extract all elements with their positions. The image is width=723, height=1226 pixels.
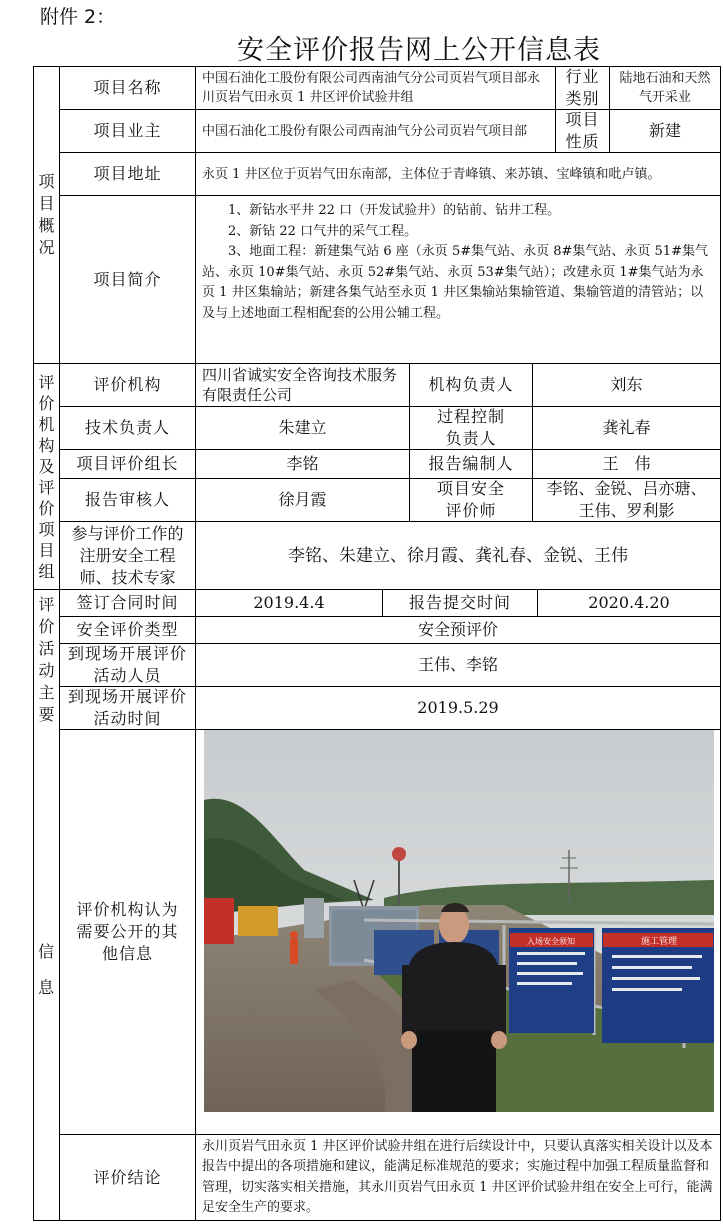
tech-lead-value: 朱建立 [195,406,410,450]
industry-label: 行业类别 [555,66,610,110]
project-address-label: 项目地址 [59,152,196,196]
team-leader-label: 项目评价组长 [59,449,196,479]
intro-paragraph: 1、新钻水平井 22 口（开发试验井）的钻前、钻井工程。 [228,203,561,218]
org-label: 评价机构 [59,363,196,407]
project-intro-label: 项目简介 [59,195,196,364]
photo-sign-1: 入场安全须知 [527,937,575,946]
other-info-label: 评价机构认为需要公开的其他信息 [59,729,196,1135]
process-control-label: 过程控制负责人 [409,406,533,450]
nature-label: 项目性质 [555,109,610,153]
section-project-overview: 项目概况 [33,66,60,364]
intro-paragraph: 3、地面工程：新建集气站 6 座（永页 5#集气站、永页 8#集气站、永页 51#集气站、永页 10#集气站、永页 52#集气站、永页 53#集气站）；改建永页 1#集气站为永页 1 井区集输站；新建各集气站至永页 1 井区集输站集输管道、集输管道的清管站；以及与上述地面工程相配套的公用公辅工程。 [202,244,708,321]
org-head-label: 机构负责人 [409,363,533,407]
report-reviewer-value: 徐月霞 [195,478,410,522]
section-activity: 评价活动主要 [33,589,60,730]
attachment-label: 附件 2： [40,6,116,28]
team-leader-value: 李铭 [195,449,410,479]
process-control-value: 龚礼春 [532,406,721,450]
report-reviewer-label: 报告审核人 [59,478,196,522]
section-info-char-1: 信 [37,942,55,961]
conclusion-value: 永川页岩气田永页 1 井区评价试验井组在进行后续设计中，只要认真落实相关设计以及本报告中提出的各项措施和建议，能满足标准规范的要求；实施过程中加强工程质量监督和管理，切实落实相关措施，其永川页岩气田永页 1 井区评价试验井组在安全上可行，能满足安全生产的要求。 [195,1134,721,1221]
section-org-team: 评价机构及评价项目组 [33,363,60,590]
tech-lead-label: 技术负责人 [59,406,196,450]
project-name-value: 中国石油化工股份有限公司西南油气分公司页岩气项目部永川页岩气田永页 1 井区评价试验井组 [195,66,556,110]
engineers-value: 李铭、朱建立、徐月霞、龚礼春、金锐、王伟 [195,521,721,590]
report-writer-label: 报告编制人 [409,449,533,479]
section-info [33,729,60,1221]
project-owner-value: 中国石油化工股份有限公司西南油气分公司页岩气项目部 [195,109,556,153]
conclusion-label: 评价结论 [59,1134,196,1221]
eval-type-value: 安全预评价 [195,616,721,644]
report-writer-value: 王 伟 [532,449,721,479]
contract-date-value: 2019.4.4 [195,589,383,617]
intro-paragraph: 2、新钻 22 口气井的采气工程。 [228,223,418,239]
photo-sign-2: 施工管理 [640,937,678,947]
industry-value: 陆地石油和天然气开采业 [609,66,721,110]
site-time-value: 2019.5.29 [195,686,721,730]
safety-assessor-value: 李铭、金锐、吕亦瑭、王伟、罗利影 [532,478,721,522]
site-personnel-value: 王伟、李铭 [195,643,721,687]
org-value: 四川省诚实安全咨询技术服务有限责任公司 [195,363,410,407]
site-personnel-label: 到现场开展评价活动人员 [59,643,196,687]
page-title: 安全评价报告网上公开信息表 [237,35,601,66]
site-photo [204,730,714,1112]
project-intro-value [195,195,721,364]
org-head-value: 刘东 [532,363,721,407]
nature-value: 新建 [609,109,721,153]
project-owner-label: 项目业主 [59,109,196,153]
engineers-label: 参与评价工作的注册安全工程师、技术专家 [59,521,196,590]
section-info-char-2: 息 [37,978,55,997]
site-photo-image [204,730,714,1112]
submit-date-value: 2020.4.20 [537,589,721,617]
submit-date-label: 报告提交时间 [382,589,538,617]
contract-date-label: 签订合同时间 [59,589,196,617]
site-time-label: 到现场开展评价活动时间 [59,686,196,730]
eval-type-label: 安全评价类型 [59,616,196,644]
safety-assessor-label: 项目安全评价师 [409,478,533,522]
project-name-label: 项目名称 [59,66,196,110]
project-address-value: 永页 1 井区位于页岩气田东南部，主体位于青峰镇、来苏镇、宝峰镇和吡卢镇。 [195,152,721,196]
